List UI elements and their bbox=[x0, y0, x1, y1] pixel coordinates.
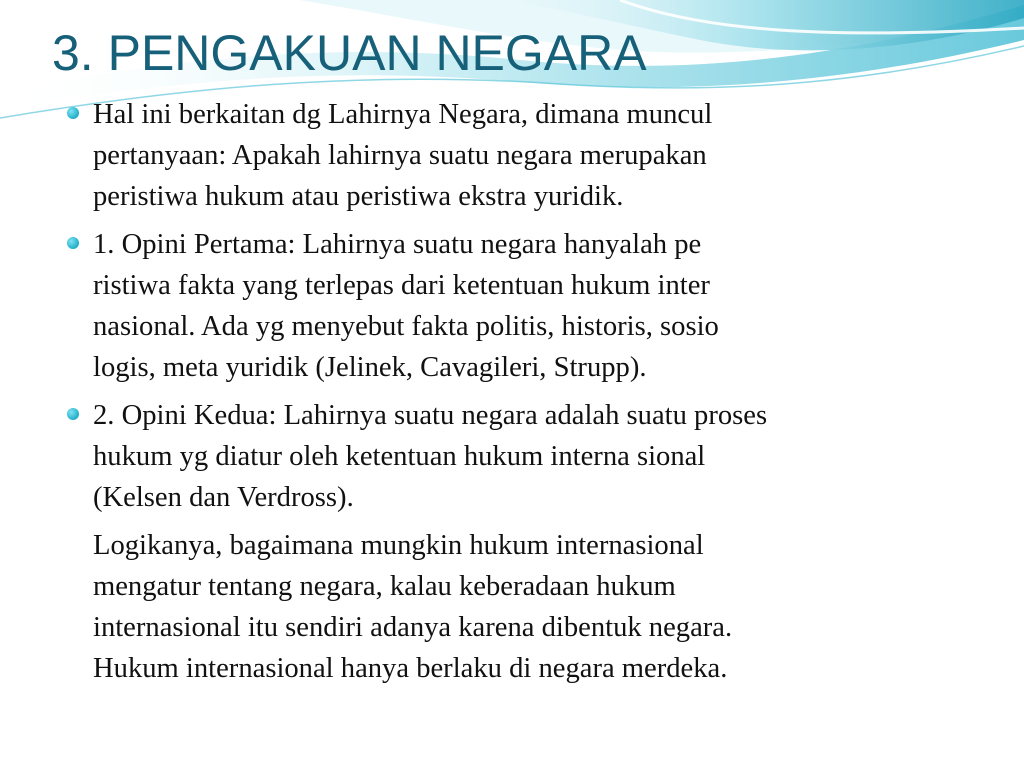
note-paragraph: Logikanya, bagaimana mungkin hukum internasional mengatur tentang negara, kalau keberadaan hukum internasional itu sendiri adanya karena dibentuk negara. Hukum internasional hanya berlaku di negara merdeka. bbox=[93, 530, 733, 684]
bullet-dot-icon bbox=[67, 107, 79, 119]
bullet-text: 1. Opini Pertama: Lahirnya suatu negara hanyalah pe ristiwa fakta yang terlepas dari ketentuan hukum inter nasional. Ada yg menyebut fakta politis, historis, sosio logis, meta yuridik (Jelinek, Cavagileri, Strupp). bbox=[93, 229, 719, 383]
slide-title: 3. PENGAKUAN NEGARA bbox=[52, 25, 647, 81]
bullet-item bbox=[64, 224, 964, 388]
bullet-dot-icon bbox=[67, 408, 79, 420]
bullet-text: Hal ini berkaitan dg Lahirnya Negara, dimana muncul pertanyaan: Apakah lahirnya suatu negara merupakan peristiwa hukum atau peristiwa ekstra yuridik. bbox=[93, 99, 713, 212]
bullet-item bbox=[64, 395, 964, 518]
bullet-item bbox=[64, 94, 964, 217]
bullet-text: 2. Opini Kedua: Lahirnya suatu negara adalah suatu proses hukum yg diatur oleh ketentuan hukum interna sional (Kelsen dan Verdross). bbox=[93, 400, 768, 513]
bullet-dot-icon bbox=[67, 237, 79, 249]
slide-content bbox=[64, 94, 964, 689]
